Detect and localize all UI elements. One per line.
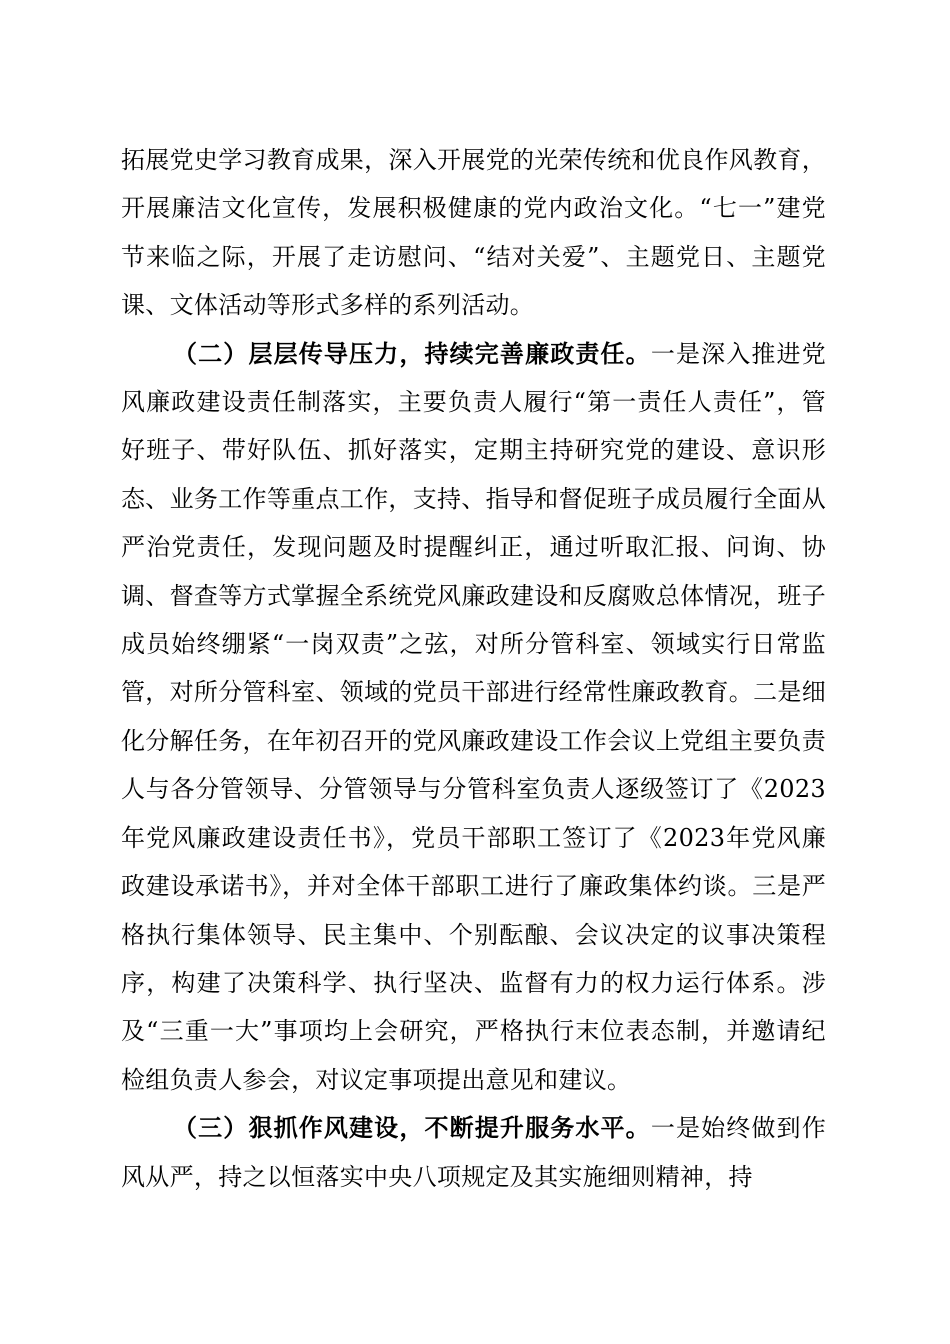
paragraph-3-heading: （三）狠抓作风建设，不断提升服务水平。 (173, 1113, 651, 1143)
paragraph-1 (121, 136, 826, 330)
paragraph-2 (121, 330, 826, 1105)
paragraph-2-text: 一是深入推进党风廉政建设责任制落实，主要负责人履行“第一责任人责任”，管好班子、带好队伍、抓好落实，定期主持研究党的建设、意识形态、业务工作等重点工作，支持、指导和督促班子成员履行全面从严治党责任，发现问题及时提醒纠正，通过听取汇报、问询、协调、督查等方式掌握全系统党风廉政建设和反腐败总体情况，班子成员始终绷紧“一岗双责”之弦，对所分管科室、领域实行日常监管，对所分管科室、领域的党员干部进行经常性廉政教育。二是细化分解任务，在年初召开的党风廉政建设工作会议上党组主要负责人与各分管领导、分管领导与分管科室负责人逐级签订了《2023年党风廉政建设责任书》，党员干部职工签订了《2023年党风廉政建设承诺书》，并对全体干部职工进行了廉政集体约谈。三是严格执行集体领导、民主集中、个别酝酿、会议决定的议事决策程序，构建了决策科学、执行坚决、监督有力的权力运行体系。涉及“三重一大”事项均上会研究，严格执行末位表态制，并邀请纪检组负责人参会，对议定事项提出意见和建议。 (121, 339, 826, 1094)
paragraph-3-text: 一是始终做到作风从严，持之以恒落实中央八项规定及其实施细则精神，持 (121, 1114, 826, 1191)
paragraph-2-heading: （二）层层传导压力，持续完善廉政责任。 (173, 338, 651, 368)
document-body (121, 136, 826, 1201)
paragraph-3 (121, 1104, 826, 1201)
paragraph-1-text: 拓展党史学习教育成果，深入开展党的光荣传统和优良作风教育，开展廉洁文化宣传，发展积极健康的党内政治文化。“七一”建党节来临之际，开展了走访慰问、“结对关爱”、主题党日、主题党课、文体活动等形式多样的系列活动。 (121, 146, 826, 320)
